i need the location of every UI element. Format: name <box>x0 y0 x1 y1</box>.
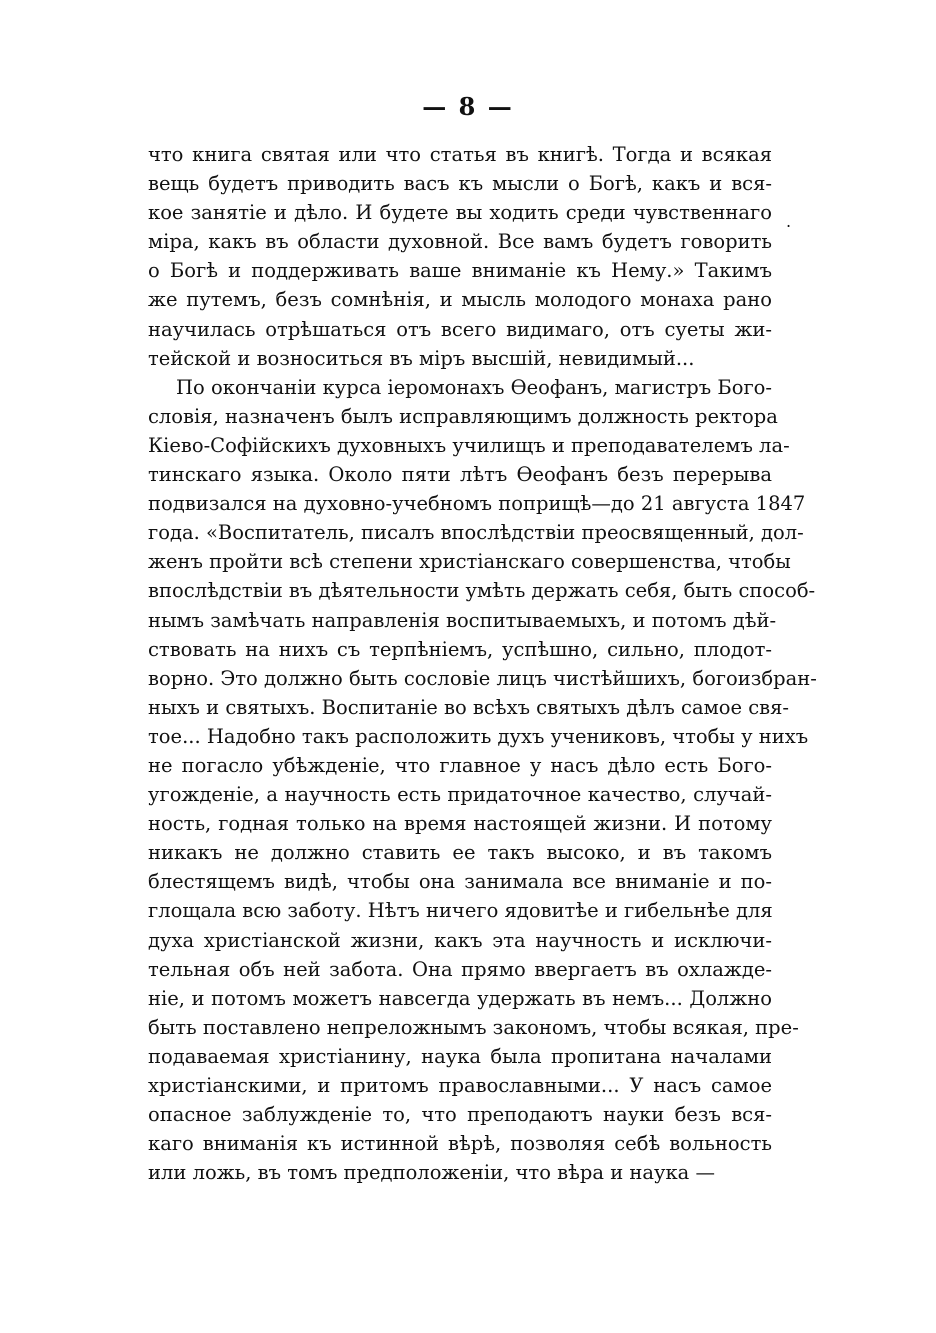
text-line: ствовать на нихъ съ терпѣніемъ, успѣшно, сильно, плодот- <box>148 637 772 661</box>
text-line: блестящемъ видѣ, чтобы она занимала все вниманіе и по- <box>148 870 772 894</box>
text-line: впослѣдствіи въ дѣятельности умѣть держать себя, быть способ- <box>148 579 816 603</box>
page-number: — 8 — <box>422 92 514 121</box>
text-line: кое занятіе и дѣло. И будете вы ходить среди чувственнаго <box>148 201 772 225</box>
text-line: опасное заблужденіе то, что преподаютъ науки безъ вся- <box>148 1103 772 1127</box>
text-line: же путемъ, безъ сомнѣнія, и мысль молодого монаха рано <box>148 288 772 312</box>
text-line: словія, назначенъ былъ исправляющимъ должность ректора <box>148 404 778 428</box>
text-line: угожденіе, а научность есть придаточное качество, случай- <box>148 783 772 807</box>
text-line: глощала всю заботу. Нѣтъ ничего ядовитѣе и гибельнѣе для <box>148 899 773 923</box>
text-line: женъ пройти всѣ степени христіанскаго совершенства, чтобы <box>148 550 791 574</box>
text-line: подвизался на духовно-учебномъ поприщѣ—до 21 августа 1847 <box>148 492 806 516</box>
text-line: тейской и возноситься въ міръ высшій, невидимый... <box>148 346 695 370</box>
text-line: о Богѣ и поддерживать ваше вниманіе къ Нему.» Такимъ <box>148 259 772 283</box>
text-line: вещь будетъ приводить васъ къ мысли о Богѣ, какъ и вся- <box>148 172 772 196</box>
text-line: быть поставлено непреложнымъ закономъ, чтобы всякая, пре- <box>148 1015 799 1039</box>
text-line: христіанскими, и притомъ православными... У насъ самое <box>148 1074 772 1097</box>
text-line: По окончаніи курса іеромонахъ Ѳеофанъ, магистръ Бого- <box>176 375 772 399</box>
text-line: ворно. Это должно быть сословіе лицъ чистѣйшихъ, богоизбран- <box>148 666 817 690</box>
text-line: тинскаго языка. Около пяти лѣтъ Ѳеофанъ безъ перерыва <box>148 463 772 487</box>
text-line: каго вниманія къ истинной вѣрѣ, позволяя себѣ вольность <box>148 1132 772 1156</box>
text-line: ніе, и потомъ можетъ навсегда удержать въ немъ... Должно <box>148 986 772 1010</box>
text-line: ность, годная только на время настоящей жизни. И потому <box>148 812 772 836</box>
text-line: нымъ замѣчать направленія воспитываемыхъ, и потомъ дѣй- <box>148 608 777 632</box>
text-line: подаваемая христіанину, наука была пропитана началами <box>148 1044 772 1068</box>
text-line: не погасло убѣжденіе, что главное у насъ дѣло есть Бого- <box>148 753 772 777</box>
margin-dot: . <box>786 212 792 231</box>
text-line: года. «Воспитатель, писалъ впослѣдствіи преосвященный, дол- <box>148 521 804 545</box>
text-line: или ложь, въ томъ предположеніи, что вѣра и наука — <box>148 1161 716 1185</box>
text-line: ныхъ и святыхъ. Воспитаніе во всѣхъ святыхъ дѣлъ самое свя- <box>148 695 790 719</box>
text-line: Кіево-Софійскихъ духовныхъ училищъ и преподавателемъ ла- <box>148 433 790 457</box>
text-line: научилась отрѣшаться отъ всего видимаго, отъ суеты жи- <box>148 317 772 341</box>
text-line: духа христіанской жизни, какъ эта научность и исключи- <box>148 928 772 952</box>
text-line: что книга святая или что статья въ книгѣ. Тогда и всякая <box>148 143 772 166</box>
text-line: тельная объ ней забота. Она прямо ввергаетъ въ охлажде- <box>148 957 772 981</box>
body-text <box>148 140 817 1187</box>
text-line: міра, какъ въ области духовной. Все вамъ будетъ говорить <box>148 230 772 254</box>
text-line: никакъ не должно ставить ее такъ высоко, и въ такомъ <box>148 841 772 865</box>
text-line: тое... Надобно такъ расположить духъ учениковъ, чтобы у нихъ <box>148 724 809 748</box>
